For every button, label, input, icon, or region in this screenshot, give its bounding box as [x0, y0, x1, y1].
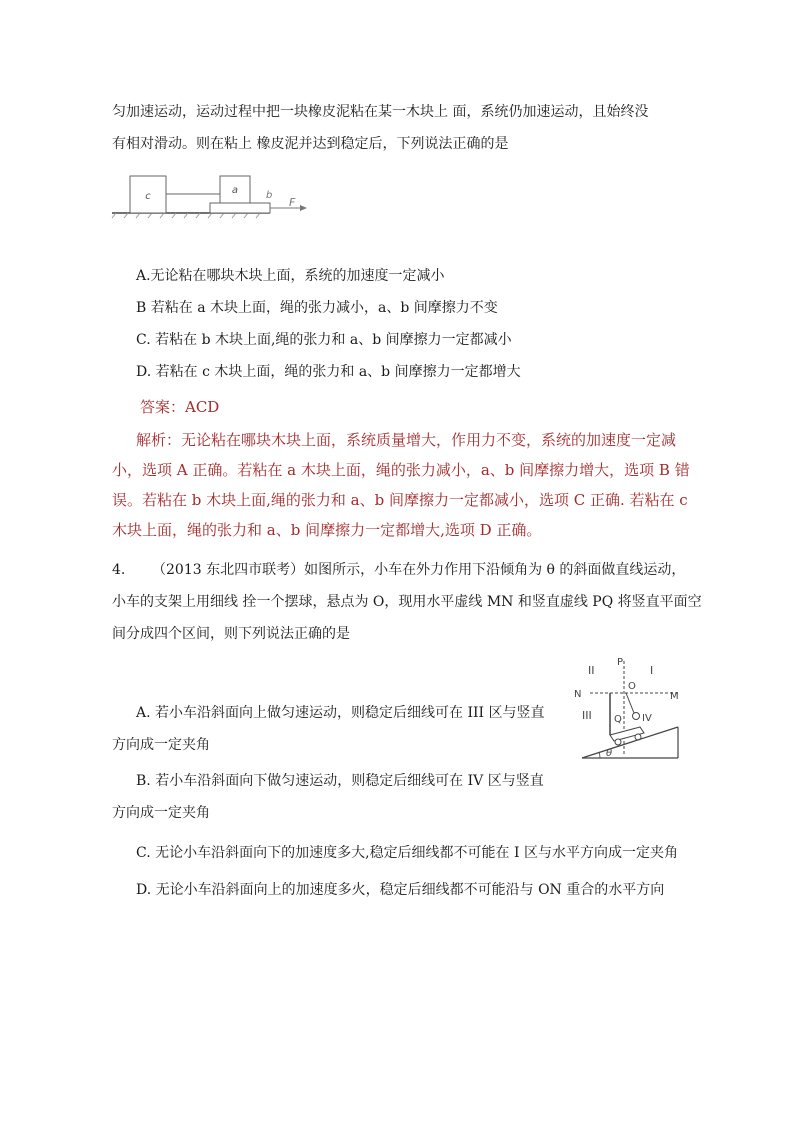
point-p-label: P: [617, 657, 624, 668]
region-iii-label: III: [582, 709, 592, 722]
point-m-label: M: [670, 691, 679, 702]
q3-block-diagram: [110, 170, 320, 220]
point-q-label: Q: [614, 714, 622, 725]
q3-stem-line-1: 匀加速运动，运动过程中把一块橡皮泥粘在某一木块上 面，系统仍加速运动，且始终没: [112, 104, 649, 120]
point-n-label: N: [574, 689, 582, 700]
q3-stem-line-2: 有相对滑动。则在粘上 橡皮泥并达到稳定后，下列说法正确的是: [112, 136, 509, 152]
q4-option-d: D. 无论小车沿斜面向上的加速度多火，稳定后细线都不可能沿与 ON 重合的水平方向: [136, 882, 665, 898]
q3-option-b: B 若粘在 a 木块上面，绳的张力减小，a、b 间摩擦力不变: [136, 300, 498, 316]
point-o-label: O: [628, 681, 636, 692]
q3-option-d: D. 若粘在 c 木块上面，绳的张力和 a、b 间摩擦力一定都增大: [136, 364, 521, 380]
q4-incline-diagram: [560, 655, 700, 767]
q3-option-c: C. 若粘在 b 木块上面,绳的张力和 a、b 间摩擦力一定都减小: [136, 332, 512, 348]
q4-option-b-line-2: 方向成一定夹角: [112, 805, 210, 821]
q4-number: 4.: [112, 562, 126, 578]
q4-option-a-line-2: 方向成一定夹角: [112, 737, 210, 753]
q3-analysis-line-3: 误。若粘在 b 木块上面,绳的张力和 a、b 间摩擦力一定都减小，选项 C 正确. 若粘在 c: [112, 491, 688, 509]
q3-option-a: A.无论粘在哪块木块上面，系统的加速度一定减小: [136, 268, 445, 284]
force-label: F: [289, 196, 296, 209]
q4-stem-line-2: 小车的支架上用细线 拴一个摆球，悬点为 O，现用水平虚线 MN 和竖直虚线 PQ 将竖直平面空: [112, 594, 702, 610]
region-iv-label: IV: [642, 713, 652, 724]
cart-wheel-rear: [615, 739, 621, 745]
q4-option-a-line-1: A. 若小车沿斜面向上做匀速运动，则稳定后细线可在 III 区与竖直: [136, 705, 545, 721]
region-i-label: I: [650, 664, 654, 677]
q3-analysis-line-4: 木块上面，绳的张力和 a、b 间摩擦力一定都增大,选项 D 正确。: [112, 521, 542, 539]
q4-stem-line-1: （2013 东北四市联考）如图所示，小车在外力作用下沿倾角为 θ 的斜面做直线运动，: [152, 562, 686, 578]
q3-analysis-line-2: 小，选项 A 正确。若粘在 a 木块上面，绳的张力减小，a、b 间摩擦力增大，选项 B 错: [112, 461, 690, 479]
pendulum-string: [626, 693, 634, 713]
block-a-label: a: [231, 185, 239, 196]
angle-theta-label: θ: [606, 748, 613, 759]
block-c-label: c: [145, 191, 151, 202]
q3-answer: 答案：ACD: [140, 398, 220, 416]
q4-option-c: C. 无论小车沿斜面向下的加速度多大,稳定后细线都不可能在 I 区与水平方向成一定夹角: [136, 845, 678, 861]
q3-analysis-line-1: 解析：无论粘在哪块木块上面，系统质量增大，作用力不变，系统的加速度一定减: [136, 431, 677, 449]
q4-option-b-line-1: B. 若小车沿斜面向下做匀速运动，则稳定后细线可在 IV 区与竖直: [136, 773, 544, 789]
force-arrowhead: [300, 205, 307, 211]
pendulum-bob: [633, 713, 640, 720]
q4-stem-line-3: 间分成四个区间，则下列说法正确的是: [112, 626, 350, 642]
angle-arc: [599, 752, 600, 758]
block-b-label: b: [266, 190, 273, 201]
block-b: [210, 203, 270, 213]
region-ii-label: II: [588, 664, 595, 677]
